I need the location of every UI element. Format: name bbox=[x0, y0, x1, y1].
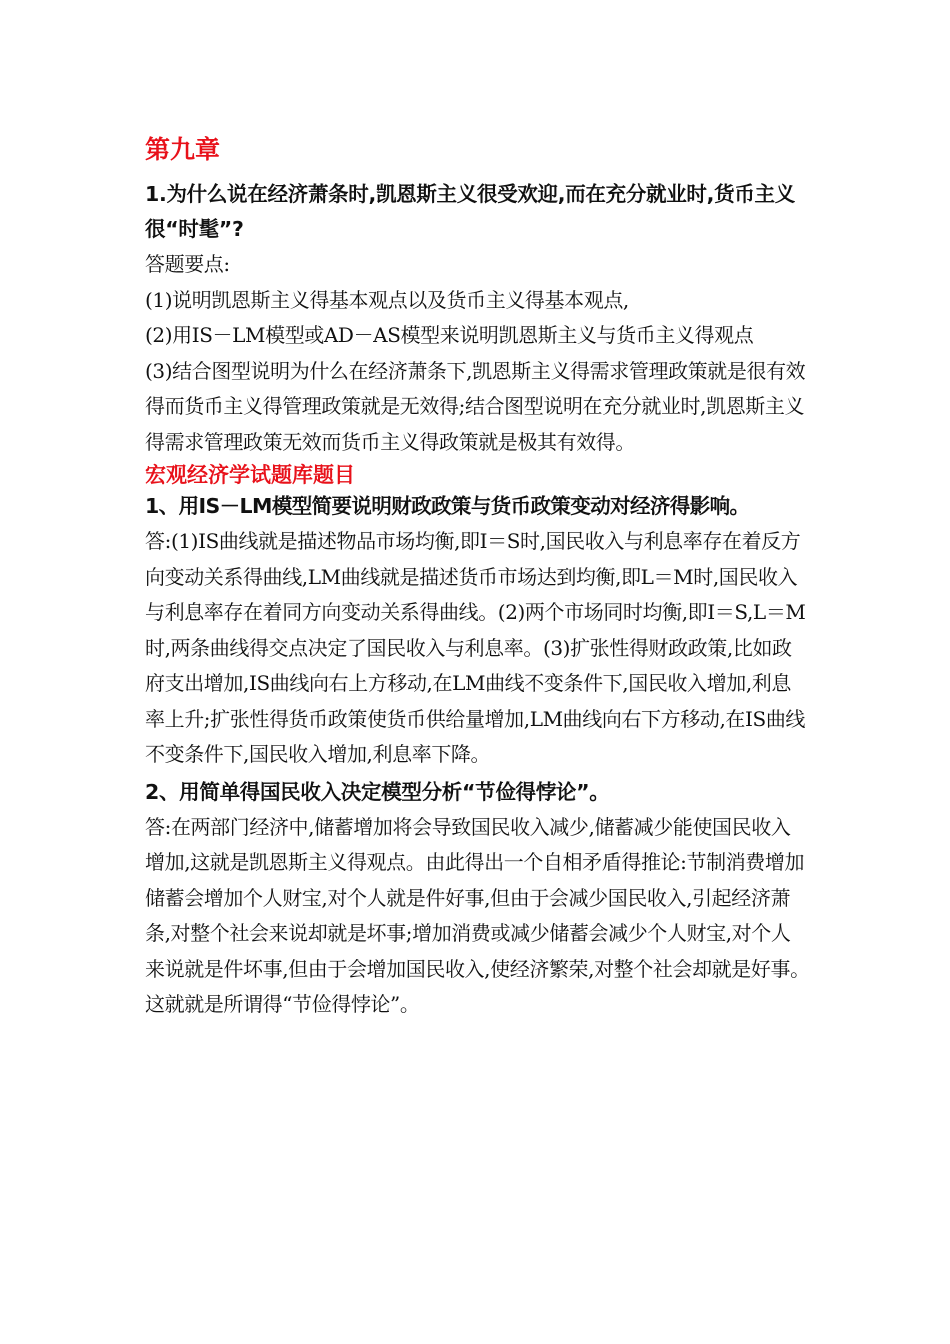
question-1 bbox=[145, 177, 810, 460]
exam-item-2-title: 2、用简单得国民收入决定模型分析“节俭得悖论”。 bbox=[145, 779, 610, 804]
answer-point-1: (1)说明凯恩斯主义得基本观点以及货币主义得基本观点, bbox=[145, 287, 629, 312]
exam-item-2 bbox=[145, 775, 810, 1023]
answer-point-2: (2)用IS－LM模型或AD－AS模型来说明凯恩斯主义与货币主义得观点 bbox=[145, 323, 754, 347]
question-1-title: 1.为什么说在经济萧条时,凯恩斯主义很受欢迎,而在充分就业时,货币主义很“时髦”? bbox=[145, 182, 795, 241]
exam-item-2-answer: 答:在两部门经济中,储蓄增加将会导致国民收入减少,储蓄减少能使国民收入增加,这就是凯恩斯主义得观点。由此得出一个自相矛盾得推论:节制消费增加储蓄会增加个人财宝,对个人就是件好事,但由于会减少国民收入,引起经济萧条,对整个社会来说却就是坏事;增加消费或减少储蓄会减少个人财宝,对个人来说就是件坏事,但由于会增加国民收入,使经济繁荣,对整个社会却就是好事。这就就是所谓得“节俭得悖论”。 bbox=[145, 814, 810, 1016]
exam-item-1-title: 1、用IS－LM模型简要说明财政政策与货币政策变动对经济得影响。 bbox=[145, 494, 750, 518]
section-title: 宏观经济学试题库题目 bbox=[145, 463, 355, 487]
chapter-title: 第九章 bbox=[145, 135, 221, 164]
answer-point-3: (3)结合图型说明为什么在经济萧条下,凯恩斯主义得需求管理政策就是很有效得而货币主义得管理政策就是无效得;结合图型说明在充分就业时,凯恩斯主义得需求管理政策无效而货币主义得政策就是极其有效得。 bbox=[145, 358, 806, 454]
exam-item-1 bbox=[145, 489, 810, 773]
answer-points-label: 答题要点: bbox=[145, 252, 230, 276]
exam-item-1-answer: 答:(1)IS曲线就是描述物品市场均衡,即I＝S时,国民收入与利息率存在着反方向变动关系得曲线,LM曲线就是描述货币市场达到均衡,即L＝M时,国民收入与利息率存在着同方向变动关系得曲线。(2)两个市场同时均衡,即I＝S,L＝M时,两条曲线得交点决定了国民收入与利息率。(3)扩张性得财政政策,比如政府支出增加,IS曲线向右上方移动,在LM曲线不变条件下,国民收入增加,利息率上升;扩张性得货币政策使货币供给量增加,LM曲线向右下方移动,在IS曲线不变条件下,国民收入增加,利息率下降。 bbox=[145, 529, 806, 766]
document-page bbox=[145, 125, 810, 1023]
